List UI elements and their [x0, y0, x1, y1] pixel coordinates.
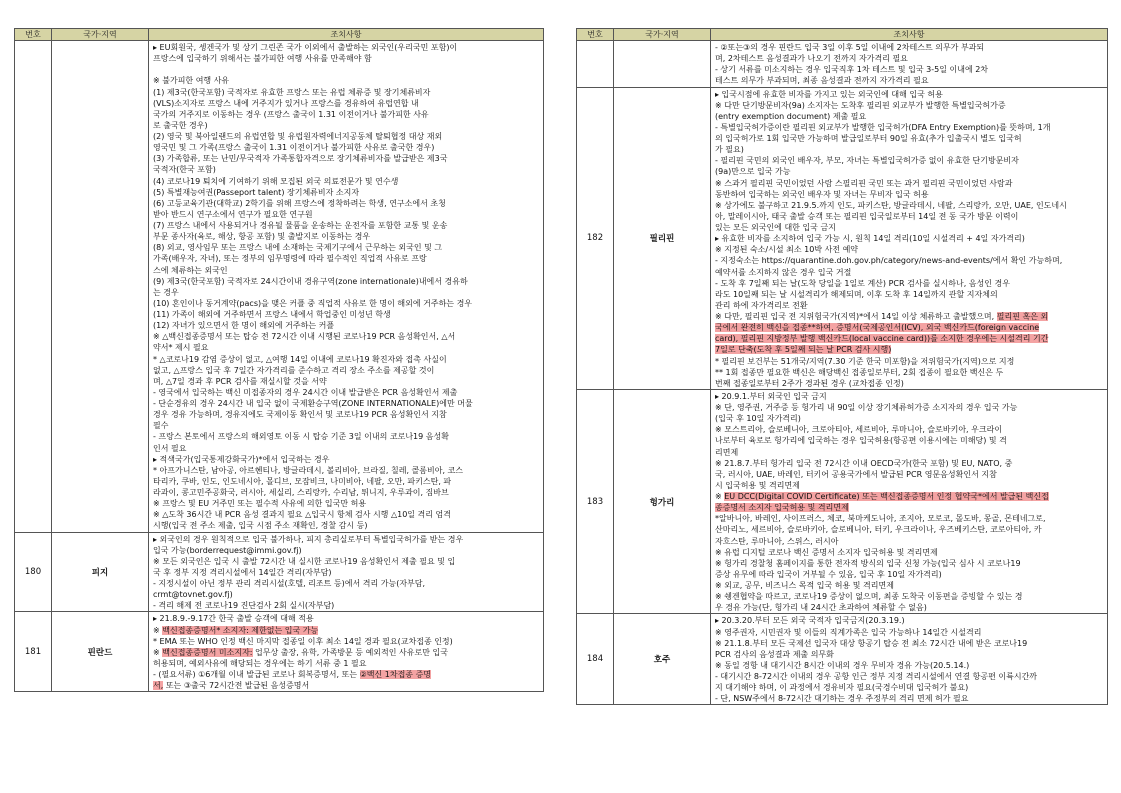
measure-line	[715, 547, 1105, 558]
measure-text: 또는 ③출국 72시간전 발급된 음성증명서	[163, 681, 310, 691]
measure-text: ※ 헝가리 경찰청 홈페이지를 통한 전자적 방식의 입국 신청 가능(입국 심사 시 코로나19	[715, 558, 1021, 568]
measure-line	[153, 342, 541, 353]
table-row	[577, 389, 1108, 614]
measure-text: 가족(배우자, 자녀), 또는 정부의 임무명령에 따라 필수적인 직업적 사유로 프랑	[153, 254, 427, 264]
measure-text: 프랑스에 입국하기 위해서는 불가피한 여행 사유를 만족해야 함	[153, 54, 372, 64]
measure-text: ※ 21.1.8.부터 모든 국제선 입국자 대상 항공기 탑승 전 최소 72시간 내에 받은 코로나19	[715, 638, 1028, 648]
measure-text: * EMA 또는 WHO 인정 백신 마지막 접종일 이후 최소 14일 경과 필요(교차접종 인정)	[153, 636, 453, 646]
measure-line	[153, 509, 541, 520]
header-country: 국가·지역	[614, 29, 711, 41]
row-number: 184	[577, 614, 614, 705]
measure-text: ※ △백신접종증명서 또는 탑승 전 72시간 이내 시행된 코로나19 PCR 음성확인서, △서	[153, 332, 456, 342]
measure-line	[153, 287, 541, 298]
measure-text: 는 경우	[153, 287, 179, 297]
row-measures	[711, 41, 1108, 88]
measure-text: 시 입국허용 및 격리면제	[715, 480, 800, 490]
measure-line	[153, 431, 541, 442]
row-measures	[711, 389, 1108, 614]
right-column-panel	[576, 28, 1108, 705]
table-row	[15, 532, 544, 612]
measure-text: crmt@tovnet.gov.fj)	[153, 590, 233, 600]
measure-line	[153, 669, 541, 680]
measure-line	[715, 682, 1105, 693]
measure-text: ※	[153, 625, 163, 635]
measure-text: 의 입국허가로 1회 입국만 가능하며 발급일로부터 90일 유효(추가 입출국시 별도 입국허	[715, 134, 1022, 143]
table-row	[577, 87, 1108, 389]
measure-text: 입국 가능(borderrequest@immi.gov.fj)	[153, 545, 302, 555]
left-column-panel	[14, 28, 544, 692]
measure-text: 경우 경유 가능하며, 경유지에도 국제이동 확인서 및 코로나19 PCR 음성확인서 지참	[153, 410, 447, 420]
measure-line	[153, 265, 541, 276]
measure-line	[153, 365, 541, 376]
measure-text: ※ 다만 단기방문비자(9a) 소지자는 도착후 필리핀 외교부가 발행한 특별입국허가증	[715, 100, 1006, 110]
highlighted-text: 종증명서 소지자 입국허용 및 격리면제	[715, 503, 849, 513]
measure-text: 허용되며, 예외사유에 해당되는 경우에는 하기 서류 중 1 필요	[153, 658, 367, 668]
measure-text: ※ 다만, 필리핀 입국 전 지위험국가(지역)*에서 14일 이상 체류하고 출발했으며,	[715, 312, 997, 321]
row-number: 182	[577, 87, 614, 389]
measure-line	[153, 131, 541, 142]
measure-text: ※ 모든 외국인은 입국 시 출발 72시간 내 실시한 코로나19 음성확인서 제출 필요 및 입	[153, 556, 456, 566]
highlighted-text: 국에서 완전히 백신을 접종**하여, 증명서(국제공인서(ICV), 외국 백신카드(foreign vaccine	[715, 323, 1040, 333]
measure-text: 관리 하에 자가격리로 전환	[715, 300, 808, 310]
measure-text: ▸ 적색국가(입국통제강화국가)*에서 입국하는 경우	[153, 454, 330, 464]
measure-text: 라도 10일째 되는 날 시설격리가 해제되며, 이후 도착 후 14일까지 관할 지자체의	[715, 289, 998, 299]
measure-line	[715, 233, 1105, 244]
measure-line	[153, 176, 541, 187]
right-measures-table	[576, 28, 1108, 705]
measure-text: ※ 단, 영주권, 거주증 등 헝가리 내 90일 이상 장기체류허가증 소지자의 경우 입국 가능	[715, 403, 1018, 412]
measure-line	[715, 671, 1105, 682]
measure-text: ▸ EU회원국, 솅겐국가 및 상기 그린존 국가 이외에서 출발하는 외국인(우리국민 포함)이	[153, 43, 458, 52]
highlighted-text: 필리핀 혹은 외	[996, 312, 1049, 321]
measure-line	[715, 311, 1105, 322]
measure-line	[715, 480, 1105, 491]
row-number	[15, 41, 52, 533]
measure-text: 필수	[153, 421, 169, 431]
measure-text: - 지정시설이 아닌 정부 관리 격리시설(호텔, 리조트 등)에서 격리 가능(자부담,	[153, 579, 426, 588]
measure-line	[715, 649, 1105, 660]
measure-text: ※ 모스트리아, 슬로베니아, 크로아티아, 세르비아, 루마니아, 슬로바키아, 우크라이	[715, 425, 1003, 435]
measure-line	[715, 155, 1105, 166]
measure-line	[153, 520, 541, 531]
measure-line	[153, 487, 541, 498]
measure-text: * 필리핀 보건부는 51개국/지역(7.30 기준 한국 미포함)을 저위험국가(지역)으로 지정	[715, 356, 1015, 366]
measure-text: ▸ 20.3.20.부터 모든 외국 국적자 입국금지(20.3.19.)	[715, 616, 905, 626]
measure-line	[715, 402, 1105, 413]
row-number	[577, 41, 614, 88]
measure-line	[153, 498, 541, 509]
row-country	[52, 41, 149, 533]
measure-line	[153, 309, 541, 320]
measure-line	[715, 424, 1105, 435]
highlighted-text: EU DCC(Digital COVID Certificate) 또는 백신접종증명서 인정 협약국*에서 발급된 백신접	[724, 492, 1049, 501]
measure-line	[715, 344, 1105, 355]
measure-line	[153, 454, 541, 465]
measure-text: ※	[153, 647, 163, 657]
measure-line	[153, 567, 541, 578]
measure-text: (2) 영국 및 북아일랜드의 유럽연합 및 유럽원자력에너지공동체 탈퇴협정 대상 재외	[153, 132, 443, 141]
measure-text: (12) 자녀가 있으면서 한 명이 해외에 거주하는 커플	[153, 321, 335, 331]
measure-line	[715, 693, 1105, 704]
measure-text: 예약서를 소지하지 않은 경우 입국 거절	[715, 267, 852, 277]
measure-line	[153, 209, 541, 220]
highlighted-text: 7일로 단축(도착 후 5일째 되는 날 PCR 검사 시행)	[715, 345, 892, 355]
measure-line	[715, 222, 1105, 233]
measure-line	[715, 469, 1105, 480]
measures-text	[711, 41, 1107, 87]
measure-line	[153, 387, 541, 398]
measure-line	[153, 658, 541, 669]
row-country: 호주	[614, 614, 711, 705]
row-country: 피지	[52, 532, 149, 612]
measure-text: ※ 쉥겐협약을 따르고, 코로나19 증상이 없으며, 최종 도착국 이동편을 증빙할 수 있는 경	[715, 592, 1023, 602]
measure-text: ※ 유럽 디지털 코로나 백신 증명서 소지자 입국허용 및 격리면제	[715, 547, 938, 557]
measure-line	[715, 166, 1105, 177]
measure-text: ▸ 20.9.1.부터 외국인 입국 금지	[715, 391, 827, 401]
measure-line	[715, 122, 1105, 133]
measure-text: ※ △도착 36시간 내 PCR 음성 결과지 필요 △입국시 항체 검사 시행 △10일 격리 엄격	[153, 510, 452, 520]
measure-text: (9a)만으로 입국 가능	[715, 167, 791, 177]
measure-text: (4) 코로나19 퇴치에 기여하기 위해 모집된 외국 의료전문가 및 연수생	[153, 176, 399, 186]
row-country	[614, 41, 711, 88]
measure-text: 라과이, 콩고민주공화국, 러시아, 세실리, 스리랑카, 수리남, 튀니지, 우루과이, 짐바브	[153, 488, 449, 497]
measure-text: 동반하여 입국하는 외국인 배우자 및 자녀는 무비자 입국 허용	[715, 189, 929, 199]
measure-line	[715, 89, 1105, 100]
measure-line	[715, 178, 1105, 189]
measure-text	[153, 65, 156, 74]
row-measures	[149, 612, 544, 692]
measure-text: ※ 상가에도 불구하고 21.9.5.까지 인도, 파키스탄, 방글라데시, 네팔, 스리랑카, 오만, UAE, 인도네시	[715, 200, 1067, 210]
measure-line	[153, 420, 541, 431]
measure-text: 인서 필요	[153, 443, 187, 453]
row-number: 181	[15, 612, 52, 692]
measure-text: (9) 제3국(한국포함) 국적자로 24시간이내 경유구역(zone internationale)내에서 경유하	[153, 276, 468, 286]
table-row	[15, 612, 544, 692]
measure-text: 가 필요)	[715, 145, 744, 155]
measure-line	[715, 356, 1105, 367]
measure-line	[715, 435, 1105, 446]
measure-text: (6) 고등교육기관(대학교) 2학기를 위해 프랑스에 정착하려는 학생, 연구소에서 초청	[153, 198, 446, 208]
measure-text: 타리카, 쿠바, 인도, 인도네시아, 몰디브, 모잠비크, 나미비아, 네팔, 오만, 파키스탄, 파	[153, 476, 452, 486]
measure-text: (11) 가족이 해외에 거주하면서 프랑스 내에서 학업중인 미성년 학생	[153, 310, 391, 319]
measure-line	[153, 354, 541, 365]
measure-line	[153, 680, 541, 691]
measure-line	[153, 164, 541, 175]
measure-text: 아, 말레이시아, 태국 출발 승객 또는 필리핀 입국일로부터 14일 전 동 국가 방문 이력이	[715, 211, 1019, 221]
measures-text	[149, 41, 543, 532]
measures-text	[711, 614, 1107, 704]
measure-line	[153, 376, 541, 387]
measure-text: 나로부터 육로로 헝가리에 입국하는 경우 입국허용(항공편 이용시에는 미해당) 및 격	[715, 436, 1007, 446]
measure-line	[153, 409, 541, 420]
measure-line	[715, 615, 1105, 626]
measure-line	[153, 198, 541, 209]
measure-line	[153, 75, 541, 86]
measure-line	[153, 589, 541, 600]
measure-text: - 상기 서류를 미소지하는 경우 입국직후 1차 테스트 및 입국 3-5일 이내에 2차	[715, 65, 989, 75]
measure-text: - 지정숙소는 https://quarantine.doh.gov.ph/category/news-and-events/에서 확인 가능하며,	[715, 256, 1063, 266]
measure-line	[715, 447, 1105, 458]
measure-text: 있는 모든 외국인에 대한 입국 금지	[715, 223, 836, 232]
measure-line	[715, 378, 1105, 389]
measure-text: * 아프가니스탄, 남아공, 아르헨티나, 방글라데시, 볼리비아, 브라질, 칠레, 콜롬비아, 코스	[153, 465, 463, 475]
measure-text: 업무상 출장, 유학, 가족방문 등 예외적인 사유로만 입국	[252, 647, 448, 657]
measure-line	[153, 242, 541, 253]
measure-line	[715, 75, 1105, 86]
measure-text: 번째 접종일로부터 2주가 경과된 경우 (교차접종 인정)	[715, 378, 904, 388]
highlighted-text: 백신접종증명서* 소지자: 제한없는 입국 가능	[162, 625, 319, 635]
measure-line	[715, 627, 1105, 638]
row-measures	[149, 532, 544, 612]
measure-text: (1) 제3국(한국포함) 국적자로 유효한 프랑스 또는 유럽 체류증 및 장기체류비자	[153, 87, 431, 97]
measure-line	[153, 398, 541, 409]
measure-text: ※ 21.8.7.부터 헝가리 입국 전 72시간 이내 OECD국가(한국 포함) 및 EU, NATO, 중	[715, 458, 1013, 468]
measure-line	[715, 591, 1105, 602]
measure-line	[715, 189, 1105, 200]
measure-line	[715, 133, 1105, 144]
row-number: 183	[577, 389, 614, 614]
measure-text: - 단순경유의 경우 24시간 내 입국 없이 국제환승구역(ZONE INTERNATIONALE)에만 머물	[153, 399, 473, 408]
table-row	[15, 41, 544, 533]
measure-line	[715, 200, 1105, 211]
measure-text: - 영국에서 입국하는 백신 미접종자의 경우 24시간 이내 발급받은 PCR 음성확인서 제출	[153, 387, 458, 397]
measure-line	[715, 300, 1105, 311]
measure-line	[153, 98, 541, 109]
measure-line	[153, 331, 541, 342]
measure-text: (entry exemption document) 제출 필요	[715, 111, 867, 121]
measure-line	[153, 613, 541, 624]
measure-text: 로 출국한 경우)	[153, 120, 208, 130]
measure-text: PCR 검사의 음성결과 제출 의무화	[715, 649, 834, 659]
measure-text: 시행(입국 전 주소 제출, 입국 시점 주소 재확인, 경찰 감시 등)	[153, 521, 368, 531]
measure-line	[153, 545, 541, 556]
left-measures-table	[14, 28, 544, 692]
measures-text	[711, 88, 1107, 389]
measure-line	[715, 602, 1105, 613]
measure-text: (5) 특별재능여권(Passeport talent) 장기체류비자 소지자	[153, 187, 360, 197]
measure-text: ※ 프랑스 및 EU 거주민 또는 필수적 사유에 의한 입국만 허용	[153, 499, 367, 509]
measure-line	[715, 367, 1105, 378]
measure-text: - (필요서류) ①6개월 이내 발급된 코로나 회복증명서, 또는	[153, 670, 360, 679]
measure-text: ※ 스과거 필리핀 국민이었던 사람 스필리핀 국민 또는 과거 필리핀 국민이었던 사람과	[715, 178, 1013, 188]
row-country: 핀란드	[52, 612, 149, 692]
measure-text: (VLS)소지자로 프랑스 내에 거주지가 있거나 프랑스를 경유하여 유럽연합 내	[153, 98, 419, 108]
measure-line	[715, 42, 1105, 53]
measure-line	[153, 153, 541, 164]
right-header-row	[577, 29, 1108, 41]
measure-line	[715, 211, 1105, 222]
measure-text: (10) 혼인이나 동거계약(pacs)을 맺은 커플 중 직업적 사유로 한 명이 해외에 거주하는 경우	[153, 298, 473, 308]
measure-line	[715, 144, 1105, 155]
measure-text: (입국 후 10일 자가격리)	[715, 414, 801, 424]
highlighted-text: 서,	[153, 681, 164, 691]
measure-line	[153, 578, 541, 589]
measure-text: ** 1회 접종만 필요한 백신은 해당백신 접종일로부터, 2회 접종이 필요한 백신은 두	[715, 367, 1004, 377]
measure-text: ※ 영주권자, 시민권자 및 이들의 직계가족은 입국 가능하나 14일간 시설격리	[715, 627, 982, 637]
measure-line	[715, 536, 1105, 547]
measure-text: 없고, △프랑스 입국 후 7일간 자가격리를 준수하고 격리 장소 주소를 제공할 것이	[153, 365, 435, 375]
measure-line	[715, 660, 1105, 671]
measure-line	[715, 289, 1105, 300]
header-country: 국가·지역	[52, 29, 149, 41]
measure-line	[153, 64, 541, 75]
measure-line	[153, 120, 541, 131]
row-measures	[149, 41, 544, 533]
measure-line	[153, 276, 541, 287]
header-number: 번호	[577, 29, 614, 41]
measure-text: ※ 외교, 공무, 비즈니스 목적 입국 허용 및 격리면제	[715, 581, 894, 590]
measure-line	[715, 53, 1105, 64]
measure-line	[153, 443, 541, 454]
measure-line	[153, 636, 541, 647]
measure-line	[153, 253, 541, 264]
table-row	[577, 41, 1108, 88]
measure-line	[153, 53, 541, 64]
measure-text: 자흐스탄, 루마니아, 스위스, 러시아	[715, 536, 839, 546]
highlighted-text: 백신접종증명서 미소지자:	[162, 647, 253, 657]
measure-text: ※ 불가피한 여행 사유	[153, 76, 230, 86]
measures-text	[149, 612, 543, 691]
measure-text: 영국민 및 그 가족(프랑스 출국이 1.31 이전이거나 불가피한 사유로 출국한 경우)	[153, 143, 435, 153]
measure-line	[153, 231, 541, 242]
measure-line	[153, 534, 541, 545]
measure-text: ※	[715, 492, 725, 501]
measure-text: - 대기시간 8-72시간 이내의 경우 공항 인근 정부 지정 격리시설에서 연결 항공편 이륙시간까	[715, 672, 1038, 681]
measure-text: 국 후 정부 지정 격리시설에서 14일간 격리(자부담)	[153, 567, 332, 577]
measure-text: (7) 프랑스 내에서 사용되거나 경유될 물품을 운송하는 운전자를 포함한 교통 및 운송	[153, 221, 448, 230]
measures-text	[149, 533, 543, 612]
measure-line	[715, 322, 1105, 333]
measure-line	[153, 109, 541, 120]
measure-line	[715, 413, 1105, 424]
measure-line	[715, 638, 1105, 649]
measure-text: ▸ 유효한 비자를 소지하여 입국 가능 시, 원칙 14일 격리(10일 시설격리 + 4일 자가격리)	[715, 234, 1025, 244]
row-country: 필리핀	[614, 87, 711, 389]
measure-text: ※ 동일 경항 내 대기시간 8시간 이내의 경우 무비자 경유 가능(20.5.14.)	[715, 660, 970, 670]
measure-text: 며, △7일 경과 후 PCR 검사를 재실시할 것을 서약	[153, 376, 327, 386]
measure-line	[153, 320, 541, 331]
row-measures	[711, 87, 1108, 389]
measure-line	[153, 87, 541, 98]
measure-line	[715, 267, 1105, 278]
measure-text: ▸ 외국인의 경우 원칙적으로 입국 불가하나, 피지 총리실로부터 특별입국허가를 받는 경우	[153, 534, 464, 544]
highlighted-text: ②백신 1차접종 증명	[359, 670, 432, 679]
measure-text: 약서* 제시 필요	[153, 343, 209, 353]
measure-text: 리면제	[715, 447, 739, 457]
measure-text: 테스트 의무가 부과되며, 최종 음성결과 전까지 자가격리 필요	[715, 76, 929, 86]
measure-text: - 단, NSW주에서 8-72시간 대기하는 경우 주정부의 격리 면제 허가 필요	[715, 694, 969, 704]
row-number: 180	[15, 532, 52, 612]
measure-line	[715, 333, 1105, 344]
measure-line	[153, 600, 541, 611]
measure-text: - 프랑스 본토에서 프랑스의 해외영토 이동 시 탑승 기준 3일 이내의 코로나19 음성확	[153, 432, 449, 442]
measure-text: (3) 가족합류, 또는 난민/무국적자 가족통합자격으로 장기체류비자를 발급받은 제3국	[153, 154, 448, 164]
measure-text: 증상 유무에 따라 입국이 거부될 수 있음, 입국 후 10일 자가격리)	[715, 569, 942, 579]
measure-line	[715, 278, 1105, 289]
measure-line	[715, 513, 1105, 524]
measure-text: - ②또는③의 경우 핀란드 입국 3일 이후 5일 이내에 2차테스트 의무가 부과되	[715, 43, 985, 52]
measure-text: ▸ 21.8.9.-9.17간 한국 출발 승객에 대해 적용	[153, 614, 314, 624]
left-header-row	[15, 29, 544, 41]
measure-text: 받아 반드시 연구소에서 연구가 필요한 연구원	[153, 209, 313, 219]
measure-line	[715, 244, 1105, 255]
measure-text: 국적자(한국 포함)	[153, 165, 216, 175]
measure-line	[715, 580, 1105, 591]
measure-line	[153, 142, 541, 153]
measure-line	[153, 220, 541, 231]
measure-line	[153, 556, 541, 567]
measure-text: 스에 체류하는 외국인	[153, 265, 228, 275]
measure-line	[715, 391, 1105, 402]
measure-line	[153, 42, 541, 53]
measure-line	[153, 476, 541, 487]
measure-text: 산마리노, 세르비아, 슬로바키아, 슬로베니아, 터키, 우크라이나, 우즈베키스탄, 코로아티아, 카	[715, 525, 1042, 535]
measure-text: *알바니아, 바레인, 사이프러스, 체코, 북마케도니아, 조지아, 모로코, 몰도바, 몽골, 몬테네그로,	[715, 514, 1046, 524]
measure-line	[715, 502, 1105, 513]
measure-text: ▸ 입국시점에 유효한 비자를 가지고 있는 외국인에 대해 입국 허용	[715, 89, 943, 99]
table-row	[577, 614, 1108, 705]
measure-text: 지 대기해야 하며, 이 과정에서 경유비자 필요(국경수비대 입국허가 불요)	[715, 683, 969, 693]
measure-line	[715, 558, 1105, 569]
measure-line	[715, 458, 1105, 469]
measure-line	[153, 625, 541, 636]
measure-text: ※ 지정된 숙소/시설 최소 10박 사전 예약	[715, 245, 859, 255]
measure-text: - 필리핀 국민의 외국인 배우자, 부모, 자녀는 특별입국허가증 없이 유효한 단기방문비자	[715, 156, 1019, 166]
measure-line	[715, 100, 1105, 111]
header-measures: 조치사항	[149, 29, 544, 41]
measure-line	[715, 524, 1105, 535]
measure-line	[153, 298, 541, 309]
measure-line	[715, 64, 1105, 75]
measure-text: 우 경유 가능(단, 헝가리 내 24시간 초과하여 체류할 수 없음)	[715, 603, 927, 613]
measure-text: 며, 2차테스트 음성결과가 나오기 전까지 자가격리 필요	[715, 54, 908, 64]
measure-text: - 특별입국허가증이란 필리핀 외교부가 발행한 입국허가(DFA Entry Exemption)를 뜻하며, 1개	[715, 122, 1051, 132]
measure-line	[715, 491, 1105, 502]
measures-text	[711, 390, 1107, 614]
measure-line	[715, 255, 1105, 266]
measure-line	[153, 647, 541, 658]
measure-text: - 격리 해제 전 코로나19 진단검사 2회 실시(자부담)	[153, 601, 335, 611]
measure-text: 국가의 거주지로 이동하는 경우 (프랑스 출국이 1.31 이전이거나 불가피한 사유	[153, 109, 429, 119]
measure-line	[153, 187, 541, 198]
measure-text: (8) 외교, 영사임무 또는 프랑스 내에 소재하는 국제기구에서 근무하는 외국인 및 그	[153, 243, 443, 253]
measure-text: 국, 러시아, UAE, 바레인, 터키어 공용국가에서 발급된 PCR 영문음성확인서 지참	[715, 469, 997, 479]
measure-text: * △코로나19 감염 증상이 없고, △여행 14일 이내에 코로나19 확진자와 접촉 사실이	[153, 354, 447, 364]
measure-text: 부문 종사자(육로, 해상, 항공 포함) 및 출발지로 이동하는 경우	[153, 232, 371, 242]
measure-line	[153, 465, 541, 476]
measure-line	[715, 111, 1105, 122]
row-country: 헝가리	[614, 389, 711, 614]
measure-text: - 도착 후 7일째 되는 날(도착 당일을 1일로 계산) PCR 검사를 실시하나, 음성인 경우	[715, 278, 1010, 288]
header-number: 번호	[15, 29, 52, 41]
measure-line	[715, 569, 1105, 580]
highlighted-text: card), 필리핀 지방정부 발행 백신카드(local vaccine card))를 소지한 경우에는 시설격리 기간	[715, 334, 1049, 344]
row-measures	[711, 614, 1108, 705]
header-measures: 조치사항	[711, 29, 1108, 41]
